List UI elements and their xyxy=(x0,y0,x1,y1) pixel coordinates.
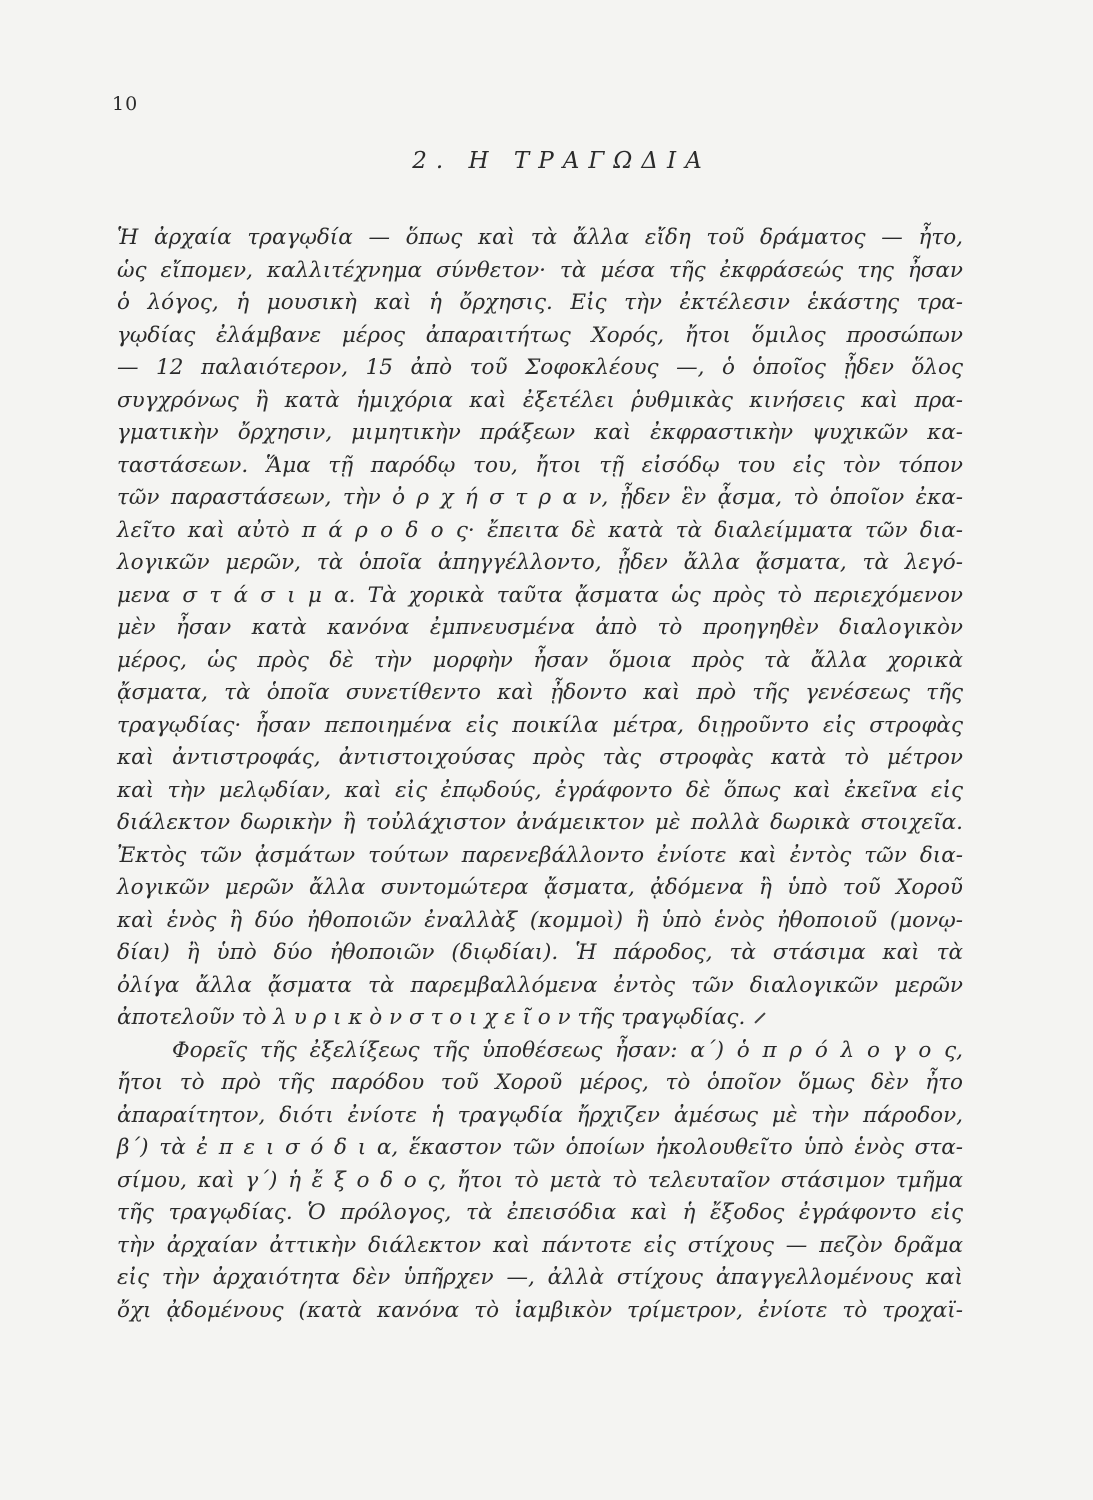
text-line: τῶν παραστάσεων, τὴν ὀ ρ χ ή σ τ ρ α ν, ᾖδεν ἓν ᾆσμα, τὸ ὁποῖον ἐκα- xyxy=(117,485,963,510)
text-line: ταστάσεων. Ἅμα τῇ παρόδῳ του, ἤτοι τῇ εἰσόδῳ του εἰς τὸν τόπον xyxy=(117,452,963,478)
text-line: καὶ τὴν μελῳδίαν, καὶ εἰς ἐπῳδούς, ἐγράφοντο δὲ ὅπως καὶ ἐκεῖνα εἰς xyxy=(117,777,963,803)
pencil-mark-icon xyxy=(755,1012,766,1023)
text-line: — 12 παλαιότερον, 15 ἀπὸ τοῦ Σοφοκλέους —, ὁ ὁποῖος ᾖδεν ὅλος xyxy=(117,355,963,380)
text-line: ὡς εἴπομεν, καλλιτέχνημα σύνθετον· τὰ μέσα τῆς ἐκφράσεώς της ἦσαν xyxy=(117,257,963,283)
text-line: λογικῶν μερῶν ἄλλα συντομώτερα ᾄσματα, ᾀδόμενα ἢ ὑπὸ τοῦ Χοροῦ xyxy=(117,875,963,900)
text-line: μέρος, ὡς πρὸς δὲ τὴν μορφὴν ἦσαν ὅμοια πρὸς τὰ ἄλλα χορικὰ xyxy=(117,647,963,673)
text-line: τραγῳδίας· ἦσαν πεποιημένα εἰς ποικίλα μέτρα, διῃροῦντο εἰς στροφὰς xyxy=(117,712,963,738)
page-number: 10 xyxy=(112,93,139,115)
text-line: λεῖτο καὶ αὐτὸ π ά ρ ο δ ο ς· ἔπειτα δὲ κατὰ τὰ διαλείμματα τῶν δια- xyxy=(117,517,963,543)
text-line: γῳδίας ἐλάμβανε μέρος ἀπαραιτήτως Χορός, ἤτοι ὅμιλος προσώπων xyxy=(117,322,963,348)
text-line-content: ἀποτελοῦν τὸ λ υ ρ ι κ ὸ ν σ τ ο ι χ ε ῖ ο ν τῆς τραγῳδίας. xyxy=(117,1005,746,1030)
text-line: διάλεκτον δωρικὴν ἢ τοὐλάχιστον ἀνάμεικτον μὲ πολλὰ δωρικὰ στοιχεῖα. xyxy=(117,810,963,835)
text-line: τὴν ἀρχαίαν ἀττικὴν διάλεκτον καὶ πάντοτε εἰς στίχους — πεζὸν δρᾶμα xyxy=(117,1232,963,1258)
paragraph-1 xyxy=(117,222,963,1035)
text-line: ὁ λόγος, ἡ μουσικὴ καὶ ἡ ὄρχησις. Εἰς τὴν ἐκτέλεσιν ἑκάστης τρα- xyxy=(117,290,963,315)
text-line: β΄) τὰ ἐ π ε ι σ ό δ ι α, ἕκαστον τῶν ὁποίων ἠκολουθεῖτο ὑπὸ ἑνὸς στα- xyxy=(117,1135,963,1160)
text-line: καὶ ἀντιστροφάς, ἀντιστοιχούσας πρὸς τὰς στροφὰς κατὰ τὸ μέτρον xyxy=(117,745,963,770)
text-line: συγχρόνως ἢ κατὰ ἡμιχόρια καὶ ἐξετέλει ῥυθμικὰς κινήσεις καὶ πρα- xyxy=(117,387,963,413)
text-line: εἰς τὴν ἀρχαιότητα δὲν ὑπῆρχεν —, ἀλλὰ στίχους ἀπαγγελλομένους καὶ xyxy=(117,1265,963,1290)
text-line: καὶ ἑνὸς ἢ δύο ἠθοποιῶν ἐναλλὰξ (κομμοὶ) ἢ ὑπὸ ἑνὸς ἠθοποιοῦ (μονῳ- xyxy=(117,907,963,933)
text-line: γματικὴν ὄρχησιν, μιμητικὴν πράξεων καὶ ἐκφραστικὴν ψυχικῶν κα- xyxy=(117,420,963,445)
text-line: Ἡ ἀρχαία τραγῳδία — ὅπως καὶ τὰ ἄλλα εἴδη τοῦ δράματος — ἦτο, xyxy=(117,225,963,250)
paragraph-2 xyxy=(117,1035,963,1328)
chapter-title: 2. Η ΤΡΑΓΩΔΙΑ xyxy=(412,148,711,174)
text-line: μὲν ἦσαν κατὰ κανόνα ἐμπνευσμένα ἀπὸ τὸ προηγηθὲν διαλογικὸν xyxy=(117,615,963,640)
text-line: ἀπαραίτητον, διότι ἐνίοτε ἡ τραγῳδία ἤρχιζεν ἀμέσως μὲ τὴν πάροδον, xyxy=(117,1102,963,1128)
body-text xyxy=(117,222,963,1327)
text-line: μενα σ τ ά σ ι μ α. Τὰ χορικὰ ταῦτα ᾄσματα ὡς πρὸς τὸ περιεχόμενον xyxy=(117,582,963,608)
text-line: τῆς τραγῳδίας. Ὁ πρόλογος, τὰ ἐπεισόδια καὶ ἡ ἔξοδος ἐγράφοντο εἰς xyxy=(117,1200,963,1225)
text-line-last xyxy=(117,1002,963,1035)
text-line: Ἐκτὸς τῶν ᾀσμάτων τούτων παρενεβάλλοντο ἐνίοτε καὶ ἐντὸς τῶν δια- xyxy=(117,842,963,868)
text-line: ὄχι ᾀδομένους (κατὰ κανόνα τὸ ἰαμβικὸν τρίμετρον, ἐνίοτε τὸ τροχαϊ- xyxy=(117,1297,963,1323)
text-line: σίμου, καὶ γ΄) ἡ ἔ ξ ο δ ο ς, ἤτοι τὸ μετὰ τὸ τελευταῖον στάσιμον τμῆμα xyxy=(117,1167,963,1193)
text-line: λογικῶν μερῶν, τὰ ὁποῖα ἀπηγγέλλοντο, ᾖδεν ἄλλα ᾄσματα, τὰ λεγό- xyxy=(117,550,963,575)
text-line: ὀλίγα ἄλλα ᾄσματα τὰ παρεμβαλλόμενα ἐντὸς τῶν διαλογικῶν μερῶν xyxy=(117,972,963,998)
text-line: ἤτοι τὸ πρὸ τῆς παρόδου τοῦ Χοροῦ μέρος, τὸ ὁποῖον ὅμως δὲν ἦτο xyxy=(117,1070,963,1095)
text-line: δίαι) ἢ ὑπὸ δύο ἠθοποιῶν (διῳδίαι). Ἡ πάροδος, τὰ στάσιμα καὶ τὰ xyxy=(117,940,963,965)
text-line-indented: Φορεῖς τῆς ἐξελίξεως τῆς ὑποθέσεως ἦσαν: α΄) ὁ π ρ ό λ ο γ ο ς, xyxy=(172,1037,963,1063)
text-line: ᾄσματα, τὰ ὁποῖα συνετίθεντο καὶ ᾖδοντο καὶ πρὸ τῆς γενέσεως τῆς xyxy=(117,680,963,705)
